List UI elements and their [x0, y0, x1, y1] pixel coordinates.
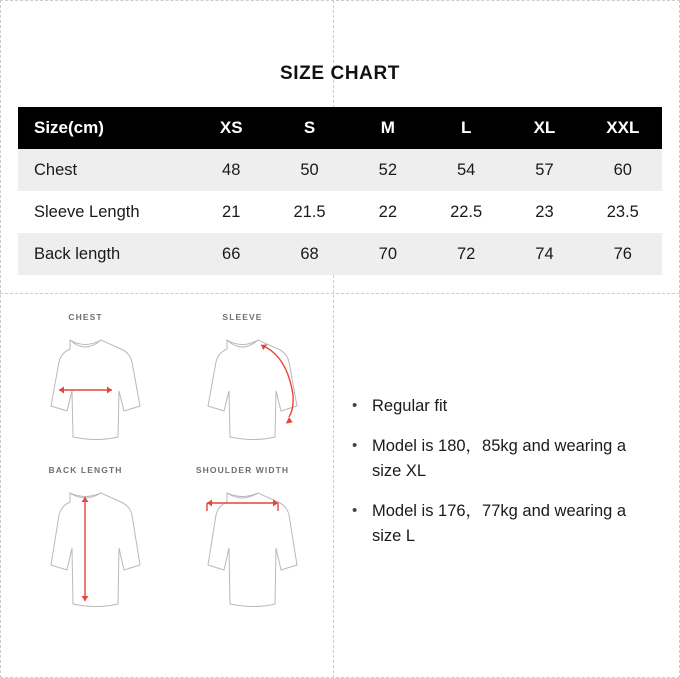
notes-list — [352, 394, 652, 564]
size-chart-table — [18, 107, 662, 275]
cell-sleeve-m: 22 — [349, 191, 427, 233]
sweatshirt-sleeve-measure-icon — [175, 326, 310, 446]
cell-sleeve-s: 21.5 — [270, 191, 348, 233]
cell-chest-l: 54 — [427, 149, 505, 191]
figure-sleeve — [175, 312, 310, 451]
column-header-xl: XL — [505, 107, 583, 149]
figure-caption-chest: CHEST — [68, 312, 103, 322]
list-item — [352, 499, 652, 550]
cell-sleeve-xs: 21 — [192, 191, 270, 233]
figure-row-top — [18, 312, 318, 451]
cell-back-xl: 74 — [505, 233, 583, 275]
list-item — [352, 434, 652, 485]
column-header-xxl: XXL — [584, 107, 662, 149]
table-row — [18, 191, 662, 233]
sweatshirt-chest-measure-icon — [18, 326, 153, 446]
note-text-fit: Regular fit — [372, 397, 448, 415]
page-title: SIZE CHART — [280, 63, 400, 84]
guide-line-top — [0, 0, 680, 1]
sweatshirt-back-length-measure-icon — [18, 479, 153, 619]
figure-row-bottom — [18, 465, 318, 624]
figure-shoulder-width — [175, 465, 310, 624]
cell-back-s: 68 — [270, 233, 348, 275]
list-item — [352, 394, 652, 420]
table-header — [18, 107, 662, 149]
figure-caption-sleeve: SLEEVE — [222, 312, 263, 322]
table-header-row — [18, 107, 662, 149]
size-chart-table-container — [18, 107, 662, 275]
cell-chest-m: 52 — [349, 149, 427, 191]
cell-chest-xl: 57 — [505, 149, 583, 191]
cell-sleeve-l: 22.5 — [427, 191, 505, 233]
column-header-size-unit: Size(cm) — [18, 107, 192, 149]
bullet-icon: • — [352, 501, 358, 519]
cell-sleeve-xxl: 23.5 — [584, 191, 662, 233]
cell-chest-xxl: 60 — [584, 149, 662, 191]
measurement-figures — [18, 312, 318, 624]
sweatshirt-shoulder-width-measure-icon — [175, 479, 310, 619]
note-text-model-xl: Model is 180，85kg and wearing a size XL — [372, 436, 627, 481]
column-header-s: S — [270, 107, 348, 149]
cell-back-xxl: 76 — [584, 233, 662, 275]
figure-caption-back-length: BACK LENGTH — [48, 465, 123, 475]
note-text-model-l: Model is 176，77kg and wearing a size L — [372, 501, 627, 546]
cell-chest-xs: 48 — [192, 149, 270, 191]
row-label-sleeve-length: Sleeve Length — [18, 191, 192, 233]
lower-section — [0, 294, 680, 678]
bullet-icon: • — [352, 397, 358, 414]
bullet-icon: • — [352, 436, 358, 454]
figure-caption-shoulder-width: SHOULDER WIDTH — [195, 465, 290, 475]
table-row — [18, 233, 662, 275]
figure-back-length — [18, 465, 153, 624]
cell-sleeve-xl: 23 — [505, 191, 583, 233]
row-label-chest: Chest — [18, 149, 192, 191]
cell-back-m: 70 — [349, 233, 427, 275]
table-row — [18, 149, 662, 191]
table-body — [18, 149, 662, 275]
row-label-back-length: Back length — [18, 233, 192, 275]
figure-chest — [18, 312, 153, 451]
column-header-l: L — [427, 107, 505, 149]
column-header-xs: XS — [192, 107, 270, 149]
cell-chest-s: 50 — [270, 149, 348, 191]
cell-back-xs: 66 — [192, 233, 270, 275]
cell-back-l: 72 — [427, 233, 505, 275]
column-header-m: M — [349, 107, 427, 149]
